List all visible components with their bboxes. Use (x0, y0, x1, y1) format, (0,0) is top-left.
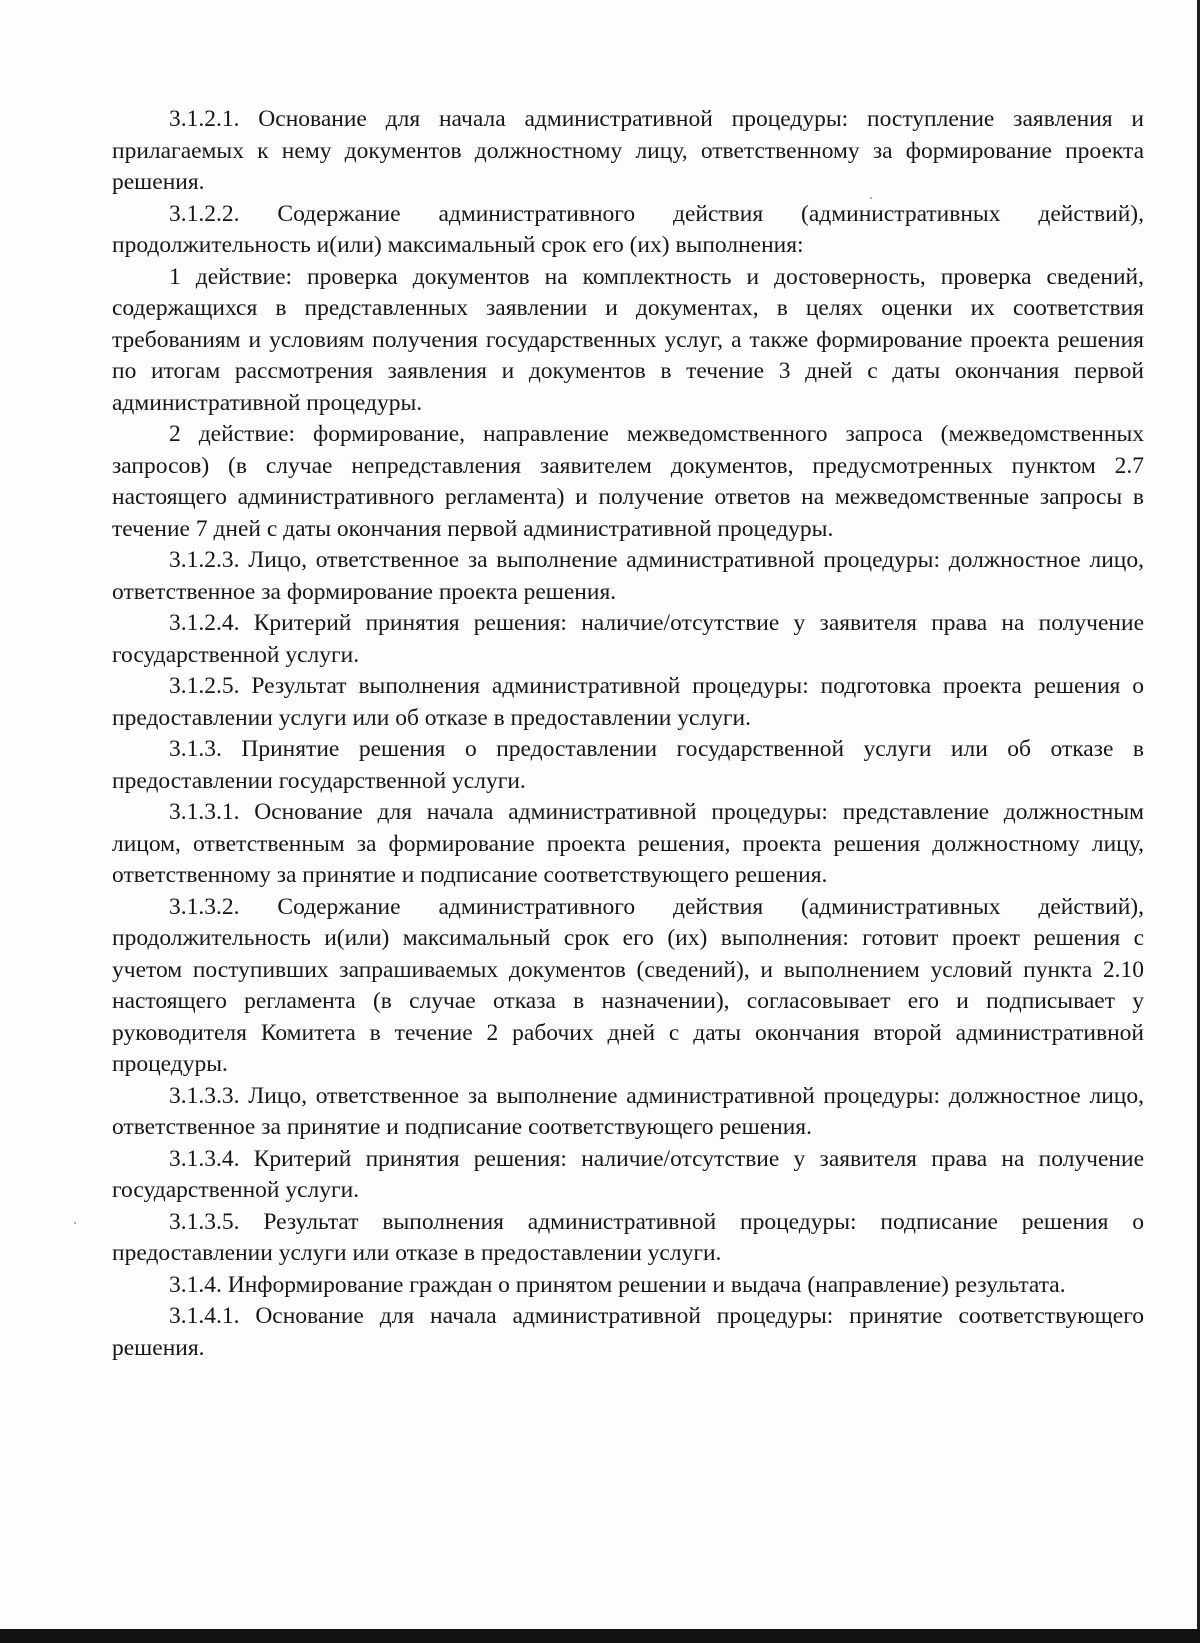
paragraph-3-1-2-3: 3.1.2.3. Лицо, ответственное за выполнение административной процедуры: должностное лицо, ответственное за формирование проекта решения. (112, 547, 1144, 605)
paragraph-3-1-3-4: 3.1.3.4. Критерий принятия решения: наличие/отсутствие у заявителя права на получение государственной услуги. (112, 1145, 1144, 1203)
paragraph-3-1-3: 3.1.3. Принятие решения о предоставлении государственной услуги или об отказе в предоставлении государственной услуги. (112, 736, 1144, 794)
paragraph-3-1-3-2: 3.1.3.2. Содержание административного действия (административных действий), продолжительность и(или) максимальный срок его (их) выполнения: готовит проект решения с учетом поступивших запрашиваемых документов (сведений), и выполнением условий пункта 2.10 настоящего регламента (в случае отказа в назначении), согласовывает его и подписывает у руководителя Комитета в течение 2 рабочих дней с даты окончания второй административной процедуры. (112, 893, 1144, 1077)
paragraph-action-1: 1 действие: проверка документов на комплектность и достоверность, проверка сведений, содержащихся в представленных заявлении и документах, в целях оценки их соответствия требованиям и условиям получения государственных услуг, а также формирование проекта решения по итогам рассмотрения заявления и документов в течение 3 дней с даты окончания первой административной процедуры. (112, 263, 1144, 416)
document-body (112, 104, 1144, 1364)
paragraph-3-1-4-1: 3.1.4.1. Основание для начала административной процедуры: принятие соответствующего решения. (112, 1303, 1144, 1361)
paragraph-3-1-2-4: 3.1.2.4. Критерий принятия решения: наличие/отсутствие у заявителя права на получение государственной услуги. (112, 610, 1144, 668)
scan-speck (870, 197, 872, 199)
paragraph-action-2: 2 действие: формирование, направление межведомственного запроса (межведомственных запросов) (в случае непредставления заявителем документов, предусмотренных пунктом 2.7 настоящего административного регламента) и получение ответов на межведомственные запросы в течение 7 дней с даты окончания первой административной процедуры. (112, 421, 1144, 542)
paragraph-3-1-2-1: 3.1.2.1. Основание для начала административной процедуры: поступление заявления и прилагаемых к нему документов должностному лицу, ответственному за формирование проекта решения. (112, 106, 1144, 195)
paragraph-3-1-3-3: 3.1.3.3. Лицо, ответственное за выполнение административной процедуры: должностное лицо, ответственное за принятие и подписание соответствующего решения. (112, 1082, 1144, 1140)
paragraph-3-1-3-5: 3.1.3.5. Результат выполнения административной процедуры: подписание решения о предоставлении услуги или отказе в предоставлении услуги. (112, 1208, 1144, 1266)
paragraph-3-1-2-2: 3.1.2.2. Содержание административного действия (административных действий), продолжительность и(или) максимальный срок его (их) выполнения: (112, 200, 1144, 258)
paragraph-3-1-2-5: 3.1.2.5. Результат выполнения административной процедуры: подготовка проекта решения о предоставлении услуги или об отказе в предоставлении услуги. (112, 673, 1144, 731)
paragraph-3-1-4: 3.1.4. Информирование граждан о принятом решении и выдача (направление) результата. (169, 1271, 1066, 1298)
scan-speck (74, 1222, 76, 1224)
paragraph-3-1-3-1: 3.1.3.1. Основание для начала административной процедуры: представление должностным лицом, ответственным за формирование проекта решения, проекта решения должностному лицу, ответственному за принятие и подписание соответствующего решения. (112, 799, 1144, 888)
scan-bottom-edge (0, 1629, 1200, 1643)
